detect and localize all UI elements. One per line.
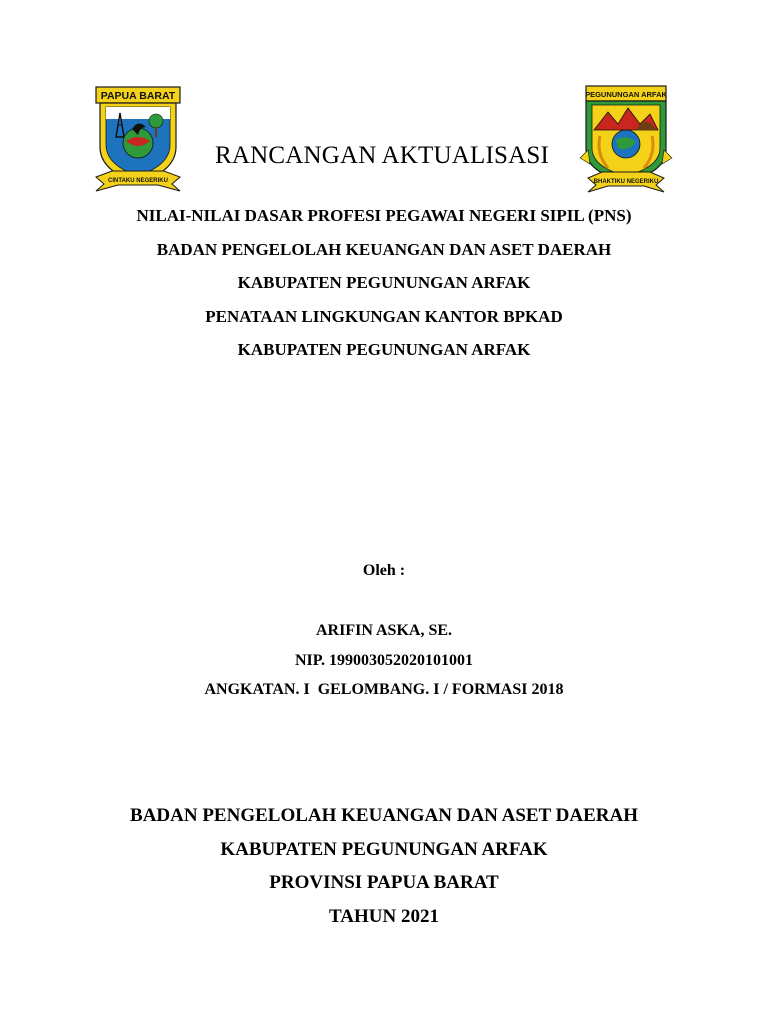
- subtitle-line: KABUPATEN PEGUNUNGAN ARFAK: [237, 273, 531, 292]
- pegunungan-arfak-banner-text: PEGUNUNGAN ARFAK: [585, 90, 667, 99]
- papua-barat-ribbon-text: CINTAKU NEGERIKU: [108, 178, 168, 184]
- author-batch: ANGKATAN. I GELOMBANG. I / FORMASI 2018: [204, 681, 564, 698]
- papua-barat-banner-text: PAPUA BARAT: [100, 90, 176, 102]
- author-block: [0, 616, 768, 705]
- subtitle-line: KABUPATEN PEGUNUNGAN ARFAK: [237, 340, 531, 359]
- by-label: Oleh :: [362, 562, 406, 579]
- pegunungan-arfak-emblem-graphic: [578, 84, 674, 194]
- footer-line: TAHUN 2021: [329, 905, 439, 927]
- subtitle-line: BADAN PENGELOLAH KEUANGAN DAN ASET DAERAH: [156, 239, 612, 259]
- author-name: ARIFIN ASKA, SE.: [315, 622, 453, 639]
- document-title-text: RANCANGAN AKTUALISASI: [214, 142, 550, 169]
- footer-line: PROVINSI PAPUA BARAT: [269, 872, 499, 893]
- subtitle-line: PENATAAN LINGKUNGAN KANTOR BPKAD: [205, 306, 563, 326]
- papua-barat-emblem: [92, 85, 184, 193]
- author-nip: NIP. 199003052020101001: [294, 651, 474, 669]
- pegunungan-arfak-ribbon-text: BHAKTIKU NEGERIKU: [593, 179, 659, 185]
- papua-barat-emblem-graphic: [92, 85, 184, 193]
- pegunungan-arfak-emblem: [578, 84, 674, 194]
- subtitle-block: [0, 199, 768, 367]
- footer-line: KABUPATEN PEGUNUNGAN ARFAK: [220, 838, 548, 860]
- footer-line: BADAN PENGELOLAH KEUANGAN DAN ASET DAERAH: [130, 805, 638, 826]
- subtitle-line: NILAI-NILAI DASAR PROFESI PEGAWAI NEGERI SIPIL (PNS): [136, 206, 632, 225]
- footer-block: [0, 799, 768, 933]
- document-title: [0, 142, 768, 170]
